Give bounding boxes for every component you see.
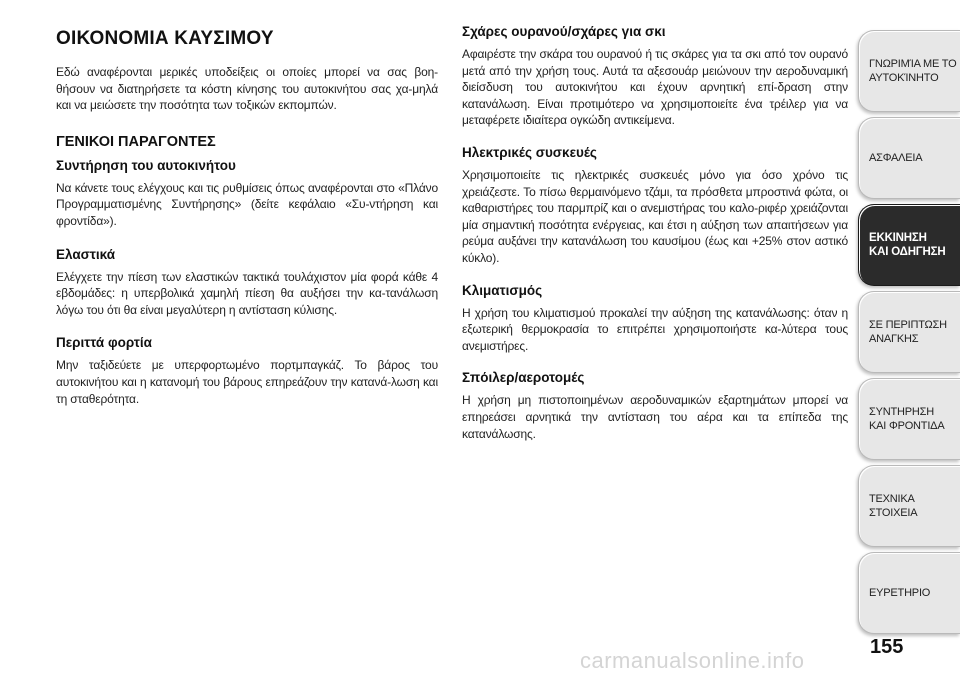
section-text: Αφαιρέστε την σκάρα του ουρανού ή τις σκάρες για τα σκι από τον ουρανό μετά από την χρήση τους. Αυτά τα αξεσουάρ μειώνουν την αεροδυναμική διείσδυση του αυτοκινήτου και έχουν αρνητική επί-δραση στην κατανάλωση. Είναι προτιμότερο να χρησιμοποιείτε ένα τρέιλερ για να μεταφέρετε ιδιαίτερα ογκώδη αντικείμενα. xyxy=(462,47,848,128)
section-heading: Περιττά φορτία xyxy=(56,335,152,351)
tab-getting-to-know[interactable] xyxy=(858,30,960,112)
tab-safety[interactable] xyxy=(858,117,960,199)
tab-label: ΕΥΡΕΤΗΡΙΟ xyxy=(869,587,931,599)
section-maintenance xyxy=(56,158,438,230)
section-text: Να κάνετε τους ελέγχους και τις ρυθμίσεις όπως αναφέρονται στο «Πλάνο Προγραμματισμένης Συντήρησης» (δείτε κεφάλαιο «Συ-ντήρηση και φροντίδα»). xyxy=(56,180,438,228)
section-air-conditioning xyxy=(462,283,848,355)
tab-technical-data[interactable] xyxy=(858,465,960,547)
page-number: 155 xyxy=(870,636,904,658)
tab-emergency[interactable] xyxy=(858,291,960,373)
section-electrical-devices xyxy=(462,145,848,267)
watermark: carmanualsonline.info xyxy=(580,648,805,673)
section-heading: Σχάρες ουρανού/σχάρες για σκι xyxy=(462,24,666,39)
section-spoilers xyxy=(462,370,848,442)
tab-label: ΑΣΦΑΛΕΙΑ xyxy=(869,152,923,164)
tab-label: ΣΕ ΠΕΡΙΠΤΩΣΗ ΑΝΑΓΚΗΣ xyxy=(869,319,947,345)
tab-label: ΤΕΧΝΙΚΑ ΣΤΟΙΧΕΙΑ xyxy=(869,493,918,519)
tab-starting-driving[interactable] xyxy=(858,204,960,286)
section-heading: Σπόιλερ/αεροτομές xyxy=(462,370,585,386)
section-heading: Ηλεκτρικές συσκευές xyxy=(462,144,597,160)
chapter-tabs xyxy=(858,30,960,639)
section-text: Μην ταξιδεύετε με υπερφορτωμένο πορτμπαγκάζ. Το βάρος του αυτοκινήτου και η κατανομή του βάρους επηρεάζουν την κατανά-λωση και τη σταθερότητα. xyxy=(56,358,438,406)
section-text: Η χρήση του κλιματισμού προκαλεί την αύξηση της κατανάλωσης: όταν η εξωτερική θερμοκρασία το επιτρέπει χρησιμοποιήστε κα-λύτερα τους ανεμιστήρες. xyxy=(462,305,848,353)
tab-label: ΣΥΝΤΗΡΗΣΗ ΚΑΙ ΦΡΟΝΤΙΔΑ xyxy=(869,406,945,432)
section-unnecessary-loads xyxy=(56,335,438,407)
tab-label: ΓΝΩΡΙΜΊΑ ΜΕ ΤΟ ΑΥΤΟΚΊΝΗΤΟ xyxy=(869,58,957,84)
section-heading: Κλιματισμός xyxy=(462,282,543,298)
general-factors-heading: ΓΕΝΙΚΟΙ ΠΑΡΑΓΟΝΤΕΣ xyxy=(56,133,216,150)
tab-maintenance[interactable] xyxy=(858,378,960,460)
section-text: Χρησιμοποιείτε τις ηλεκτρικές συσκευές μόνο για όσο χρόνο τις χρειάζεστε. Το πίσω θερμαινόμενο τζάμι, τα πρόσθετα μπροστινά φώτα, οι καθαριστήρες του παρμπρίζ και ο ανεμιστήρας του καλο-ριφέρ χρειάζονται μία σημαντική ποσότητα ενέργειας, και έτσι η αύξηση των απαιτήσεων για ρεύμα αυξάνει την κατανάλωση του καυσίμου (έως και +25% στον αστικό κύκλο). xyxy=(462,167,848,265)
section-heading: Συντήρηση του αυτοκινήτου xyxy=(56,157,236,173)
section-text: Η χρήση μη πιστοποιημένων αεροδυναμικών εξαρτημάτων μπορεί να επηρεάσει αρνητικά την αντίσταση του αέρα και τα επίπεδα της κατανάλωσης. xyxy=(462,393,848,441)
section-text: Ελέγχετε την πίεση των ελαστικών τακτικά τουλάχιστον μία φορά κάθε 4 εβδομάδες: η υπερβολικά χαμηλή πίεση θα αυξήσει την κα-τανάλωση λόγω του ότι θα είναι μεγαλύτερη η αντίσταση κύλισης. xyxy=(56,269,438,317)
right-column xyxy=(462,24,848,458)
section-tyres xyxy=(56,247,438,319)
page-title: ΟΙΚΟΝΟΜΙΑ ΚΑΥΣΙΜΟΥ xyxy=(56,28,274,49)
tab-index[interactable] xyxy=(858,552,960,634)
section-heading: Ελαστικά xyxy=(56,246,116,262)
intro-paragraph: Εδώ αναφέρονται μερικές υποδείξεις οι οποίες μπορεί να σας βοη-θήσουν να διατηρήσετε τα κόστη κίνησης του αυτοκινήτου σας χα-μηλά και να μειώσετε την ποσότητα των τοξικών εκπομπών. xyxy=(56,65,438,113)
left-column xyxy=(56,24,438,424)
tab-label: ΕΚΚΙΝΗΣΗ ΚΑΙ ΟΔΗΓΗΣΗ xyxy=(869,232,946,258)
section-roof-racks xyxy=(462,24,848,129)
